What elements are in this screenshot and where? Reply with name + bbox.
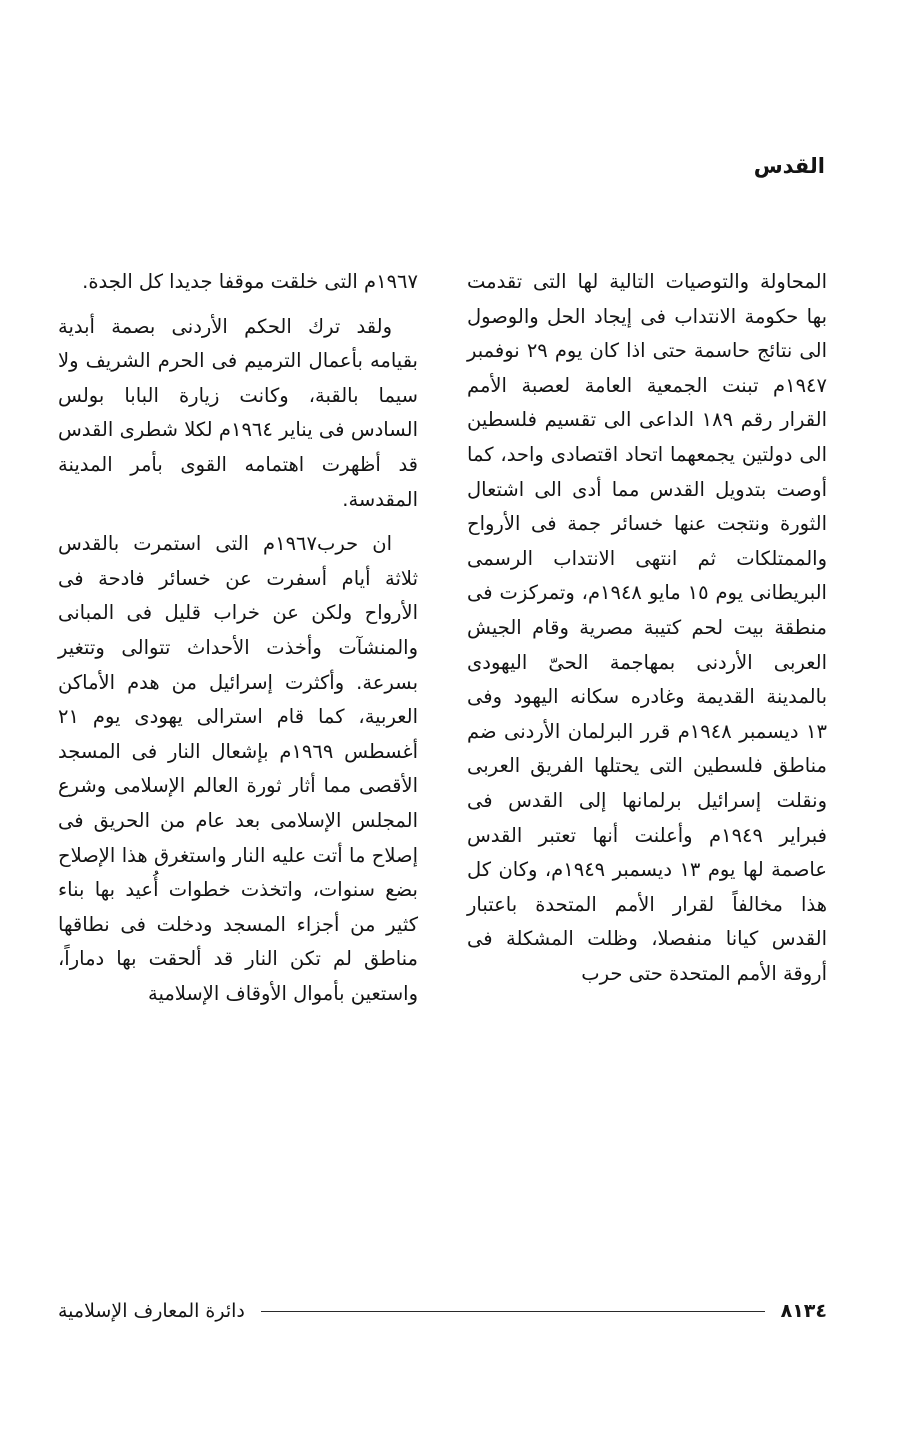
running-title: القدس bbox=[753, 154, 825, 178]
text-column-left bbox=[58, 265, 418, 1021]
footer-rule bbox=[261, 1311, 765, 1312]
paragraph: المحاولة والتوصيات التالية لها التى تقدمت بها حكومة الانتداب فى إيجاد الحل والوصول الى نتائج حاسمة حتى اذا كان يوم ٢٩ نوفمبر ١٩٤٧م تبنت الجمعية العامة لعصبة الأمم القرار رقم ١٨٩ الداعى الى تقسيم فلسطين الى دولتين يجمعهما اتحاد اقتصادى واحد، كما أوصت بتدويل القدس مما أدى الى اشتعال الثورة ونتجت عنها خسائر جمة فى الأرواح والممتلكات ثم انتهى الانتداب الرسمى البريطانى يوم ١٥ مايو ١٩٤٨م، وتمركزت فى منطقة بيت لحم كتيبة مصرية وقام الجيش العربى الأردنى بمهاجمة الحىّ اليهودى بالمدينة القديمة وغادره سكانه اليهود وفى ١٣ ديسمبر ١٩٤٨م قرر البرلمان الأردنى ضم مناطق فلسطين التى يحتلها الفريق العربى ونقلت إسرائيل برلمانها إلى القدس فى فبراير ١٩٤٩م وأعلنت أنها تعتبر القدس عاصمة لها يوم ١٣ ديسمبر ١٩٤٩م، وكان كل هذا مخالفاً لقرار الأمم المتحدة باعتبار القدس كيانا منفصلا، وظلت المشكلة فى أروقة الأمم المتحدة حتى حرب bbox=[467, 270, 828, 985]
paragraph: ولقد ترك الحكم الأردنى بصمة أبدية بقيامه بأعمال الترميم فى الحرم الشريف ولا سيما بالقبة، وكانت زيارة البابا بولس السادس فى يناير ١٩٦٤م لكلا شطرى القدس قد أظهرت اهتمامه القوى بأمر المدينة المقدسة. bbox=[58, 314, 418, 511]
page-footer bbox=[58, 1300, 827, 1322]
publication-name: دائرة المعارف الإسلامية bbox=[58, 1300, 245, 1322]
page-number: ٨١٣٤ bbox=[780, 1300, 827, 1322]
text-column-right bbox=[467, 265, 827, 1001]
paragraph: ان حرب١٩٦٧م التى استمرت بالقدس ثلاثة أيام أسفرت عن خسائر فادحة فى الأرواح ولكن عن خراب قليل فى المبانى والمنشآت وأخذت الأحداث تتوالى وتتغير بسرعة. وأكثرت إسرائيل من هدم الأماكن العربية، كما قام استرالى يهودى يوم ٢١ أغسطس ١٩٦٩م بإشعال النار فى المسجد الأقصى مما أثار ثورة العالم الإسلامى وشرع المجلس الإسلامى بعد عام من الحريق فى إصلاح ما أتت عليه النار واستغرق هذا الإصلاح بضع سنوات، واتخذت خطوات أُعيد بها بناء كثير من أجزاء المسجد ودخلت فى نطاقها مناطق لم تكن النار قد ألحقت بها دماراً، واستعين بأموال الأوقاف الإسلامية bbox=[58, 532, 418, 1005]
paragraph: ١٩٦٧م التى خلقت موقفا جديدا كل الجدة. bbox=[82, 270, 418, 293]
